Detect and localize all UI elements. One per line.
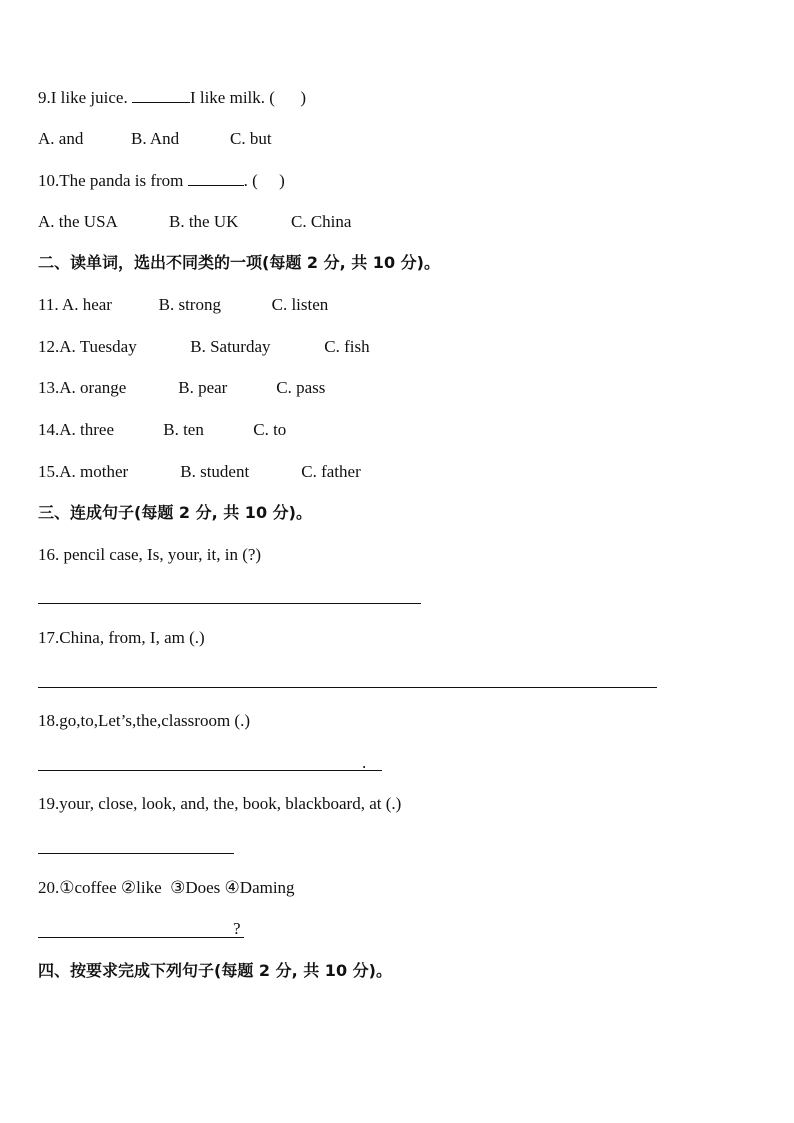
option-b[interactable]: B. And bbox=[131, 129, 180, 148]
question-9 bbox=[38, 86, 306, 109]
question-number: 18. bbox=[38, 711, 60, 730]
question-number: 9. bbox=[38, 88, 51, 107]
question-20 bbox=[38, 877, 295, 899]
option-b[interactable]: B. Saturday bbox=[190, 337, 271, 356]
option-b[interactable]: B. pear bbox=[178, 378, 228, 397]
question-19 bbox=[38, 793, 401, 815]
question-10 bbox=[38, 169, 285, 192]
option-a[interactable]: A. orange bbox=[59, 378, 127, 397]
question-12 bbox=[38, 336, 370, 358]
options-9 bbox=[38, 128, 272, 150]
question-number: 13. bbox=[38, 378, 60, 397]
question-text: your, close, look, and, the, book, blackboard, at (.) bbox=[59, 794, 402, 813]
question-16 bbox=[38, 544, 261, 566]
question-text: ①coffee ②like ③Does ④Daming bbox=[59, 878, 295, 897]
option-b[interactable]: B. student bbox=[180, 462, 250, 481]
option-c[interactable]: C. listen bbox=[271, 295, 329, 314]
answer-line-20[interactable] bbox=[38, 937, 244, 938]
section-3-heading: 三、连成句子(每题 2 分, 共 10 分)。 bbox=[38, 503, 312, 522]
option-a[interactable]: A. three bbox=[59, 420, 115, 439]
answer-line-17[interactable] bbox=[38, 687, 657, 688]
question-11 bbox=[38, 294, 328, 316]
question-text: . ( ) bbox=[243, 171, 285, 190]
question-text: The panda is from bbox=[59, 171, 188, 190]
question-number: 12. bbox=[38, 337, 60, 356]
question-text: I like juice. bbox=[50, 88, 132, 107]
question-number: 15. bbox=[38, 462, 60, 481]
option-c[interactable]: C. pass bbox=[276, 378, 326, 397]
answer-line-18[interactable] bbox=[38, 770, 382, 771]
question-15 bbox=[38, 461, 361, 483]
question-text: China, from, I, am (.) bbox=[59, 628, 205, 647]
option-a[interactable]: A. Tuesday bbox=[59, 337, 137, 356]
option-c[interactable]: C. to bbox=[253, 420, 287, 439]
question-number: 17. bbox=[38, 628, 60, 647]
option-c[interactable]: C. China bbox=[291, 212, 352, 231]
question-text: pencil case, Is, your, it, in (?) bbox=[59, 545, 262, 564]
question-number: 11. bbox=[38, 295, 59, 314]
option-c[interactable]: C. fish bbox=[324, 337, 370, 356]
option-a[interactable]: A. hear bbox=[58, 295, 112, 314]
section-2-heading: 二、读单词，选出不同类的一项(每题 2 分, 共 10 分)。 bbox=[38, 253, 440, 272]
question-18 bbox=[38, 710, 250, 732]
question-text: go,to,Let’s,the,classroom (.) bbox=[59, 711, 250, 730]
question-13 bbox=[38, 377, 325, 399]
option-c[interactable]: C. but bbox=[230, 129, 272, 148]
option-a[interactable]: A. mother bbox=[59, 462, 129, 481]
option-a[interactable]: A. and bbox=[38, 129, 84, 148]
answer-blank[interactable] bbox=[188, 169, 244, 186]
question-number: 10. bbox=[38, 171, 60, 190]
section-4-heading: 四、按要求完成下列句子(每题 2 分, 共 10 分)。 bbox=[38, 961, 392, 980]
question-number: 16. bbox=[38, 545, 60, 564]
option-c[interactable]: C. father bbox=[301, 462, 361, 481]
option-b[interactable]: B. the UK bbox=[169, 212, 239, 231]
option-a[interactable]: A. the USA bbox=[38, 212, 118, 231]
question-number: 14. bbox=[38, 420, 60, 439]
answer-line-19[interactable] bbox=[38, 853, 234, 854]
answer-line-16[interactable] bbox=[38, 603, 421, 604]
answer-blank[interactable] bbox=[132, 86, 190, 103]
question-17 bbox=[38, 627, 205, 649]
options-10 bbox=[38, 211, 351, 233]
end-mark: ? bbox=[233, 919, 241, 938]
question-14 bbox=[38, 419, 286, 441]
option-b[interactable]: B. strong bbox=[158, 295, 221, 314]
question-number: 19. bbox=[38, 794, 60, 813]
end-mark: . bbox=[362, 753, 367, 772]
option-b[interactable]: B. ten bbox=[163, 420, 204, 439]
question-text: I like milk. ( ) bbox=[189, 88, 307, 107]
question-number: 20. bbox=[38, 878, 60, 897]
